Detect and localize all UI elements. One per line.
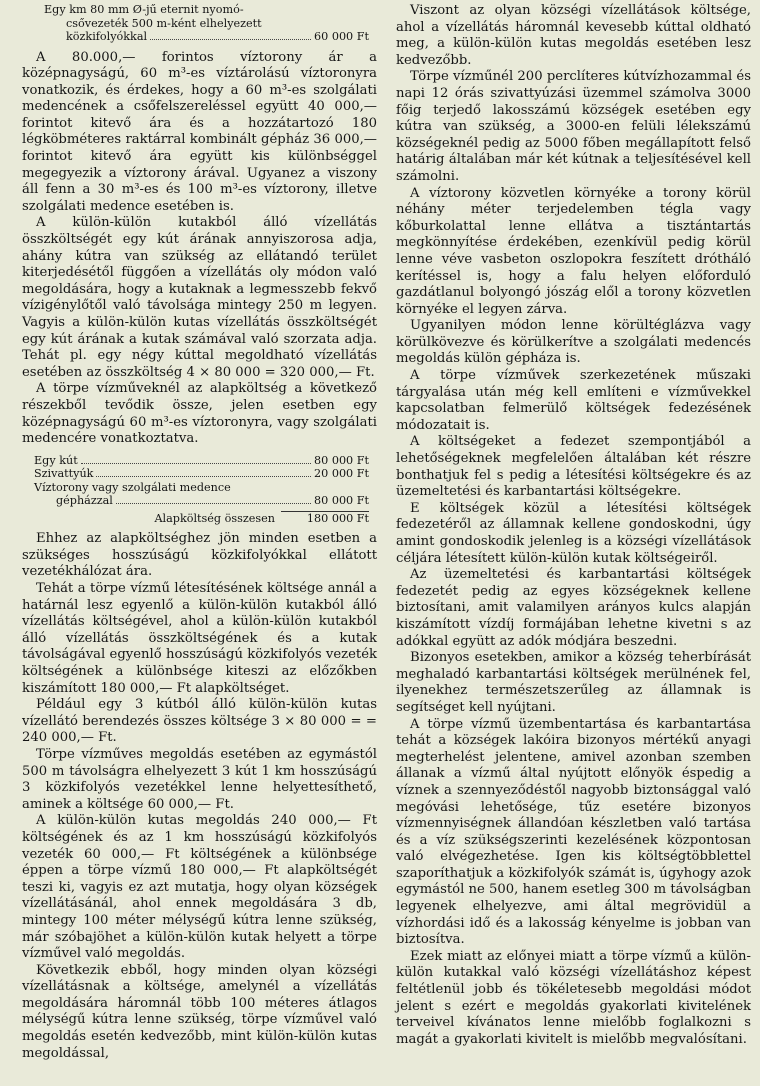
- row-label: Egy kút: [34, 453, 78, 467]
- base-cost-total-row: [34, 511, 369, 526]
- total-value: 180 000 Ft: [281, 511, 369, 526]
- base-cost-row: [34, 494, 369, 508]
- paragraph: Törpe vízműnél 200 perclíteres kútvízhozammal és napi 12 órás szivattyúzási üzemmel számolva 3000 főig terjedő lakosszámú községek esetében egy kútra van szükség, a 3000-en felüli lélekszámú községeknél pedig az 5000 főben megállapított felső határig általában már két kútnak a teljesítésével kell számolni.: [396, 69, 751, 184]
- paragraph: A törpe vízművek szerkezetének műszaki tárgyalása után még kell említeni e vízművekkel kapcsolatban felmerülő költségek fedezésének módozatait is.: [396, 368, 751, 433]
- paragraph: Bizonyos esetekben, amikor a község teherbírását meghaladó karbantartási költségek merülnének fel, ilyenekhez természetszerűleg az államnak is segítséget kell nyújtani.: [396, 650, 751, 715]
- base-cost-table: [22, 454, 377, 526]
- row-label: Szivattyúk: [34, 467, 94, 481]
- dot-leader: [81, 463, 311, 464]
- paragraph: A költségeket a fedezet szempontjából a lehetőségeknek megfelelően általában két részre bonthatjuk fel s pedig a létesítési költségekre és az üzemeltetési és karbantartási költségekre.: [396, 434, 751, 500]
- pipeline-cost-label-line3: közkifolyókkal: [66, 30, 148, 43]
- paragraph: Ezek miatt az előnyei miatt a törpe vízmű a külön-külön kutakkal való községi vízellátáshoz képest feltétlenül jobb és tökéletesebb megoldási módot jelent s ezért e megoldás gyakorlati kivitelének terveivel kívánatos lenne mielőbb foglalkozni s magát a gyakorlati kivitelt is mielőbb megvalósítani.: [396, 948, 751, 1047]
- total-label: Alapköltség összesen: [154, 511, 275, 525]
- paragraph: A külön-külön kutas megoldás 240 000,— Ft költségének és az 1 km hosszúságú közkifolyós vezeték 60 000,— Ft költségének a különbsége éppen a törpe vízmű 180 000,— Ft alapköltségét teszi ki, vagyis ez azt mutatja, hogy olyan községek vízellátásánál, ahol ennek megoldására 3 db, mintegy 100 méter mélységű kútra lenne szükség, már szóbajöhet a külön-külön kutak helyett a törpe vízművel való megoldás.: [22, 813, 377, 962]
- row-value: 80 000 Ft: [314, 453, 369, 467]
- pipeline-cost-label-line1: Egy km 80 mm Ø-jű eternit nyomó-: [44, 3, 244, 16]
- paragraph: E költségek közül a létesítési költségek fedezetéről az államnak kellene gondoskodni, úgy amint gondoskodik jelenleg is a községi vízellátások céljára létesített külön-külön kutak költségeiről.: [396, 500, 751, 566]
- base-cost-row: [34, 454, 369, 468]
- paragraph: Ugyanilyen módon lenne körültéglázva vagy körülkövezve és körülkerítve a szolgálati medencés megoldás külön gépháza is.: [396, 318, 751, 367]
- row-value: 20 000 Ft: [314, 467, 369, 481]
- left-column: [22, 3, 377, 1062]
- right-column: [396, 3, 751, 1048]
- paragraph: A törpe vízműveknél az alapköltség a következő részekből tevődik össze, jelen esetben egy középnagyságú 60 m³-es víztoronyra, vagy szolgálati medencére vonatkoztatva.: [22, 381, 377, 447]
- paragraph: Törpe vízműves megoldás esetében az egymástól 500 m távolságra elhelyezett 3 kút 1 km hosszúságú 3 közkifolyós vezetékkel lenne helyettesíthető, aminek a költsége 60 000,— Ft.: [22, 746, 377, 812]
- pipeline-cost-value: 60 000 Ft: [314, 30, 369, 43]
- paragraph: A víztorony közvetlen környéke a torony körül néhány méter terjedelemben tégla vagy kőburkolattal lenne ellátva a tisztántartás megkönnyítése érdekében, ezenkívül pedig körül lenne véve vasbeton oszlopokra feszített drótháló kerítéssel is, hogy a falu helyen előforduló gazdátlanul bolyongó jószág elől a torony közvetlen környéke el legyen zárva.: [396, 185, 751, 317]
- row-value: 80 000 Ft: [314, 494, 369, 508]
- paragraph: Tehát a törpe vízmű létesítésének költsége annál a határnál lesz egyenlő a külön-külön kutakból álló vízellátás költségével, ahol a külön-külön kutakból álló vízellátás összköltségének és a kutak távolságával egyenlő hosszúságú közkifolyós vezeték költségének a különbsége kiteszi az előzőkben kiszámított 180 000,— Ft alapköltséget.: [22, 581, 377, 696]
- pipeline-cost-table: [22, 3, 377, 44]
- paragraph: Például egy 3 kútból álló külön-külön kutas vízellátó berendezés összes költsége 3 × 80 000 = = 240 000,— Ft.: [22, 697, 377, 746]
- row-label: Víztorony vagy szolgálati medence: [34, 480, 231, 494]
- paragraph: Következik ebből, hogy minden olyan községi vízellátásnak a költsége, amelynél a vízellátás megoldására háromnál több 100 méteres átlagos mélységű kútra lenne szükség, törpe vízművel való megoldás esetén kedvezőbb, mint külön-külön kutas megoldással,: [22, 962, 377, 1061]
- pipeline-cost-label-line2: csővezeték 500 m-ként elhelyezett: [66, 16, 262, 30]
- dot-leader: [96, 476, 311, 477]
- dot-leader: [150, 39, 311, 40]
- dot-leader: [116, 503, 311, 504]
- paragraph: Viszont az olyan községi vízellátások költsége, ahol a vízellátás háromnál kevesebb kúttal oldható meg, a külön-külön kutas megoldás esetében lesz kedvezőbb.: [396, 3, 751, 68]
- paragraph: A 80.000,— forintos víztorony ár a középnagyságú, 60 m³-es víztárolású víztoronyra vonatkozik, és érdekes, hogy a 60 m³-es szolgálati medencének a csőfelszereléssel együtt 40 000,— forintot kitevő ára és a hozzátartozó 180 légköbméteres raktárral kombinált gépház 36 000,— forintot kitevő ára együtt kis különbséggel megegyezik a víztorony árával. Ugyanez a viszony áll fenn a 30 m³-es és 100 m³-es víztorony, illetve szolgálati medence esetében is.: [22, 49, 377, 214]
- paragraph: A külön-külön kutakból álló vízellátás összköltségét egy kút árának annyiszorosa adja, ahány kútra van szükség az ellátandó terület kiterjedésétől függően a vízellátás oly módon való megoldására, hogy a kutaknak a legmesszebb fekvő vízigénylőtől való távolsága mintegy 250 m legyen. Vagyis a külön-külön kutas vízellátás összköltségét egy kút árának a kutak számával való szorzata adja. Tehát pl. egy négy kúttal megoldható vízellátás esetében az összköltség 4 × 80 000 = 320 000,— Ft.: [22, 215, 377, 380]
- row-label: gépházzal: [56, 494, 113, 508]
- paragraph: Ehhez az alapköltséghez jön minden esetben a szükséges hosszúságú közkifolyókkal ellátott vezetékhálózat ára.: [22, 531, 377, 580]
- base-cost-row: [34, 467, 369, 481]
- paragraph: A törpe vízmű üzembentartása és karbantartása tehát a községek lakóira bizonyos mértékű anyagi megterhelést jelentene, amivel azonban szemben állanak a vízmű által nyújtott előnyök éspedig a víznek a szennyeződéstől nagyobb biztonsággal való megóvási lehetősége, tűz esetére bizonyos vízmennyiségnek állandóan készletben való tartása és a víz szükségszerinti kezelésének központosan való elvégezhetése. Igen kis költségtöbblettel szaporíthatjuk a közkifolyók számát is, úgyhogy azok egymástól ne 500, hanem esetleg 300 m távolságban legyenek elhelyezve, ami által megrövidül a vízhordási idő és a lakosság kényelme is jobban van biztosítva.: [396, 716, 751, 948]
- paragraph: Az üzemeltetési és karbantartási költségek fedezetét pedig az egyes községeknek kellene biztosítani, amit valamilyen arányos kulcs alapján kiszámított vízdíj formájában lehetne kivetni s az adókkal együtt az adók módjára beszedni.: [396, 567, 751, 649]
